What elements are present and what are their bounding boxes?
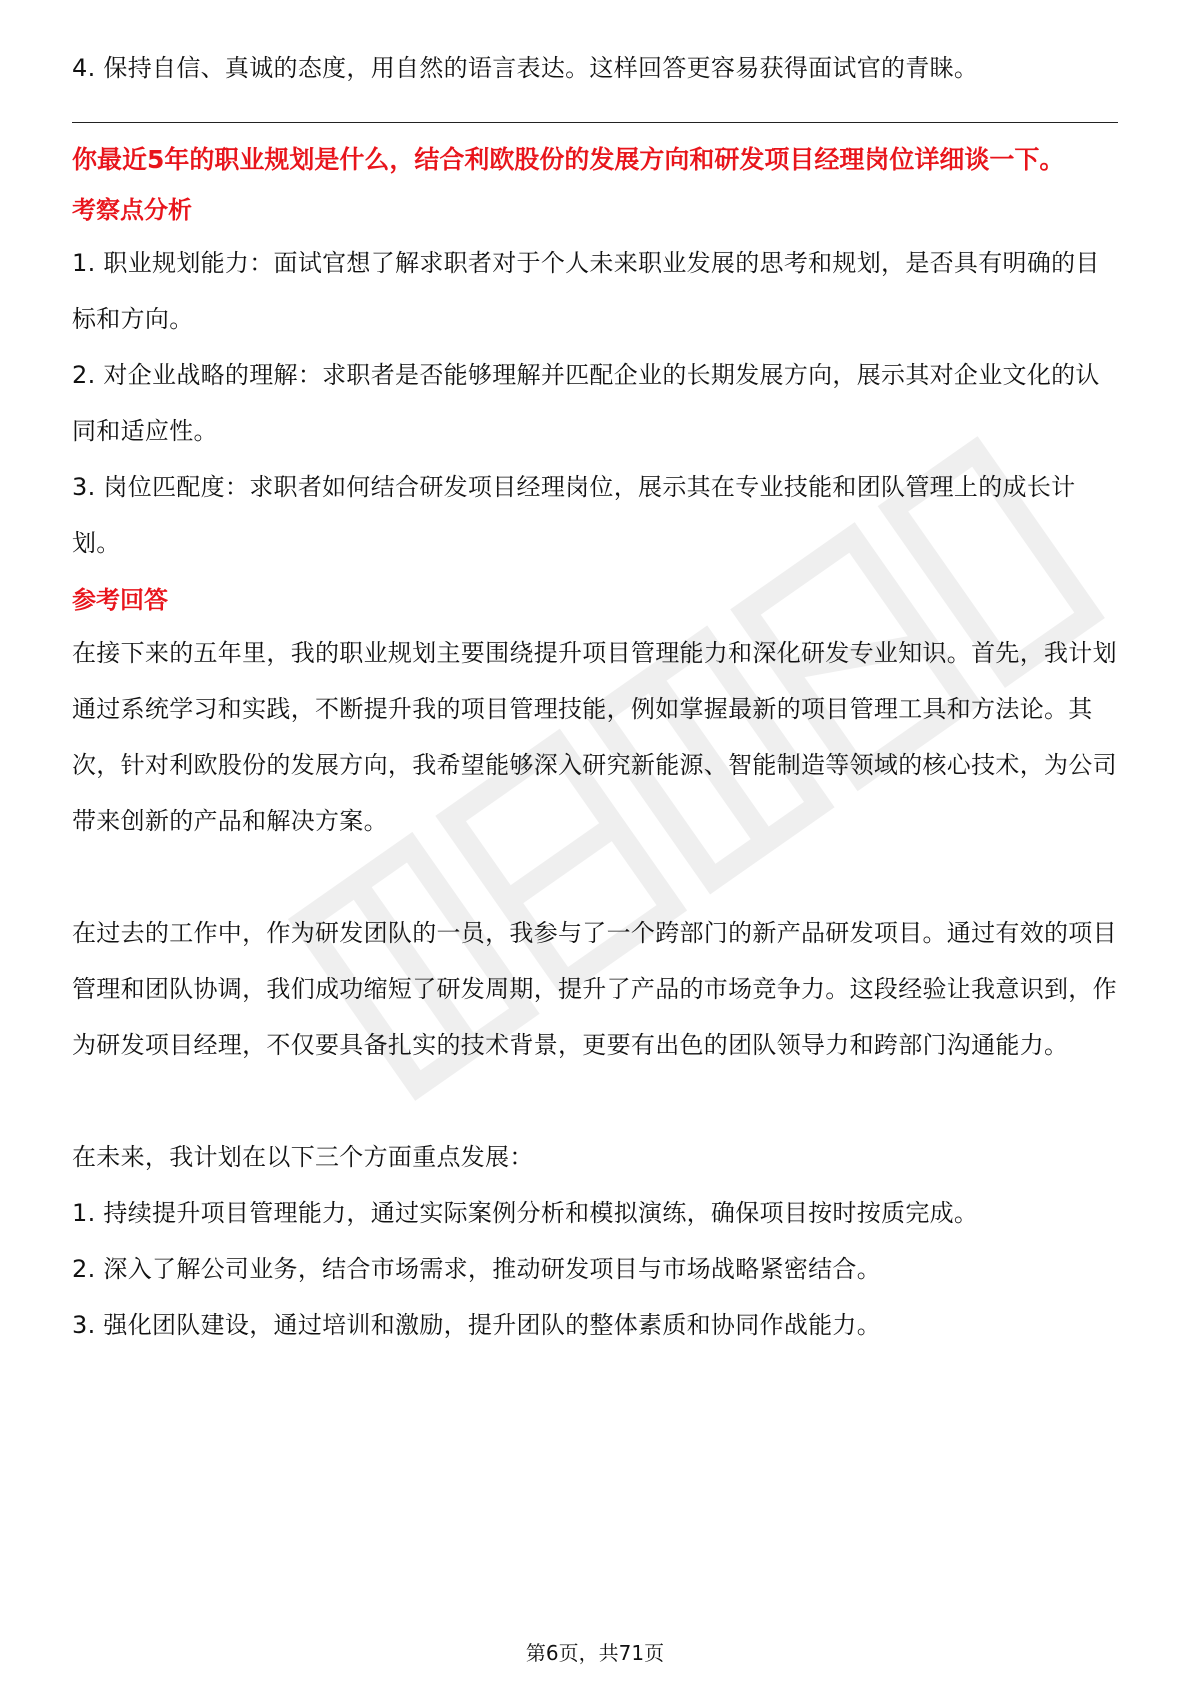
document-page — [72, 40, 1118, 1353]
answer-paragraph: 在过去的工作中，作为研发团队的一员，我参与了一个跨部门的新产品研发项目。通过有效的项目管理和团队协调，我们成功缩短了研发周期，提升了产品的市场竞争力。这段经验让我意识到，作为研发项目经理，不仅要具备扎实的技术背景，更要有出色的团队领导力和跨部门沟通能力。 — [72, 919, 1117, 1059]
interview-question: 你最近5年的职业规划是什么，结合利欧股份的发展方向和研发项目经理岗位详细谈一下。 — [72, 145, 1065, 174]
paragraph-spacer — [72, 849, 1118, 905]
answer-paragraph: 在未来，我计划在以下三个方面重点发展： — [72, 1143, 534, 1171]
section-divider — [72, 122, 1118, 123]
answer-heading: 参考回答 — [72, 586, 168, 614]
analysis-heading: 考察点分析 — [72, 196, 192, 224]
answer-plan-item: 1. 持续提升项目管理能力，通过实际案例分析和模拟演练，确保项目按时按质完成。 — [72, 1199, 979, 1227]
page-number: 第6页，共71页 — [525, 1641, 665, 1665]
analysis-item: 2. 对企业战略的理解：求职者是否能够理解并匹配企业的长期发展方向，展示其对企业文化的认同和适应性。 — [72, 361, 1100, 445]
answer-plan-item: 2. 深入了解公司业务，结合市场需求，推动研发项目与市场战略紧密结合。 — [72, 1255, 882, 1283]
analysis-item: 3. 岗位匹配度：求职者如何结合研发项目经理岗位，展示其在专业技能和团队管理上的成长计划。 — [72, 473, 1076, 557]
analysis-item: 1. 职业规划能力：面试官想了解求职者对于个人未来职业发展的思考和规划，是否具有明确的目标和方向。 — [72, 249, 1100, 333]
answer-paragraph: 在接下来的五年里，我的职业规划主要围绕提升项目管理能力和深化研发专业知识。首先，我计划通过系统学习和实践，不断提升我的项目管理技能，例如掌握最新的项目管理工具和方法论。其次，针对利欧股份的发展方向，我希望能够深入研究新能源、智能制造等领域的核心技术，为公司带来创新的产品和解决方案。 — [72, 639, 1117, 835]
previous-answer-item-4: 4. 保持自信、真诚的态度，用自然的语言表达。这样回答更容易获得面试官的青睐。 — [72, 54, 979, 82]
answer-plan-item: 3. 强化团队建设，通过培训和激励，提升团队的整体素质和协同作战能力。 — [72, 1311, 882, 1339]
paragraph-spacer — [72, 1073, 1118, 1129]
